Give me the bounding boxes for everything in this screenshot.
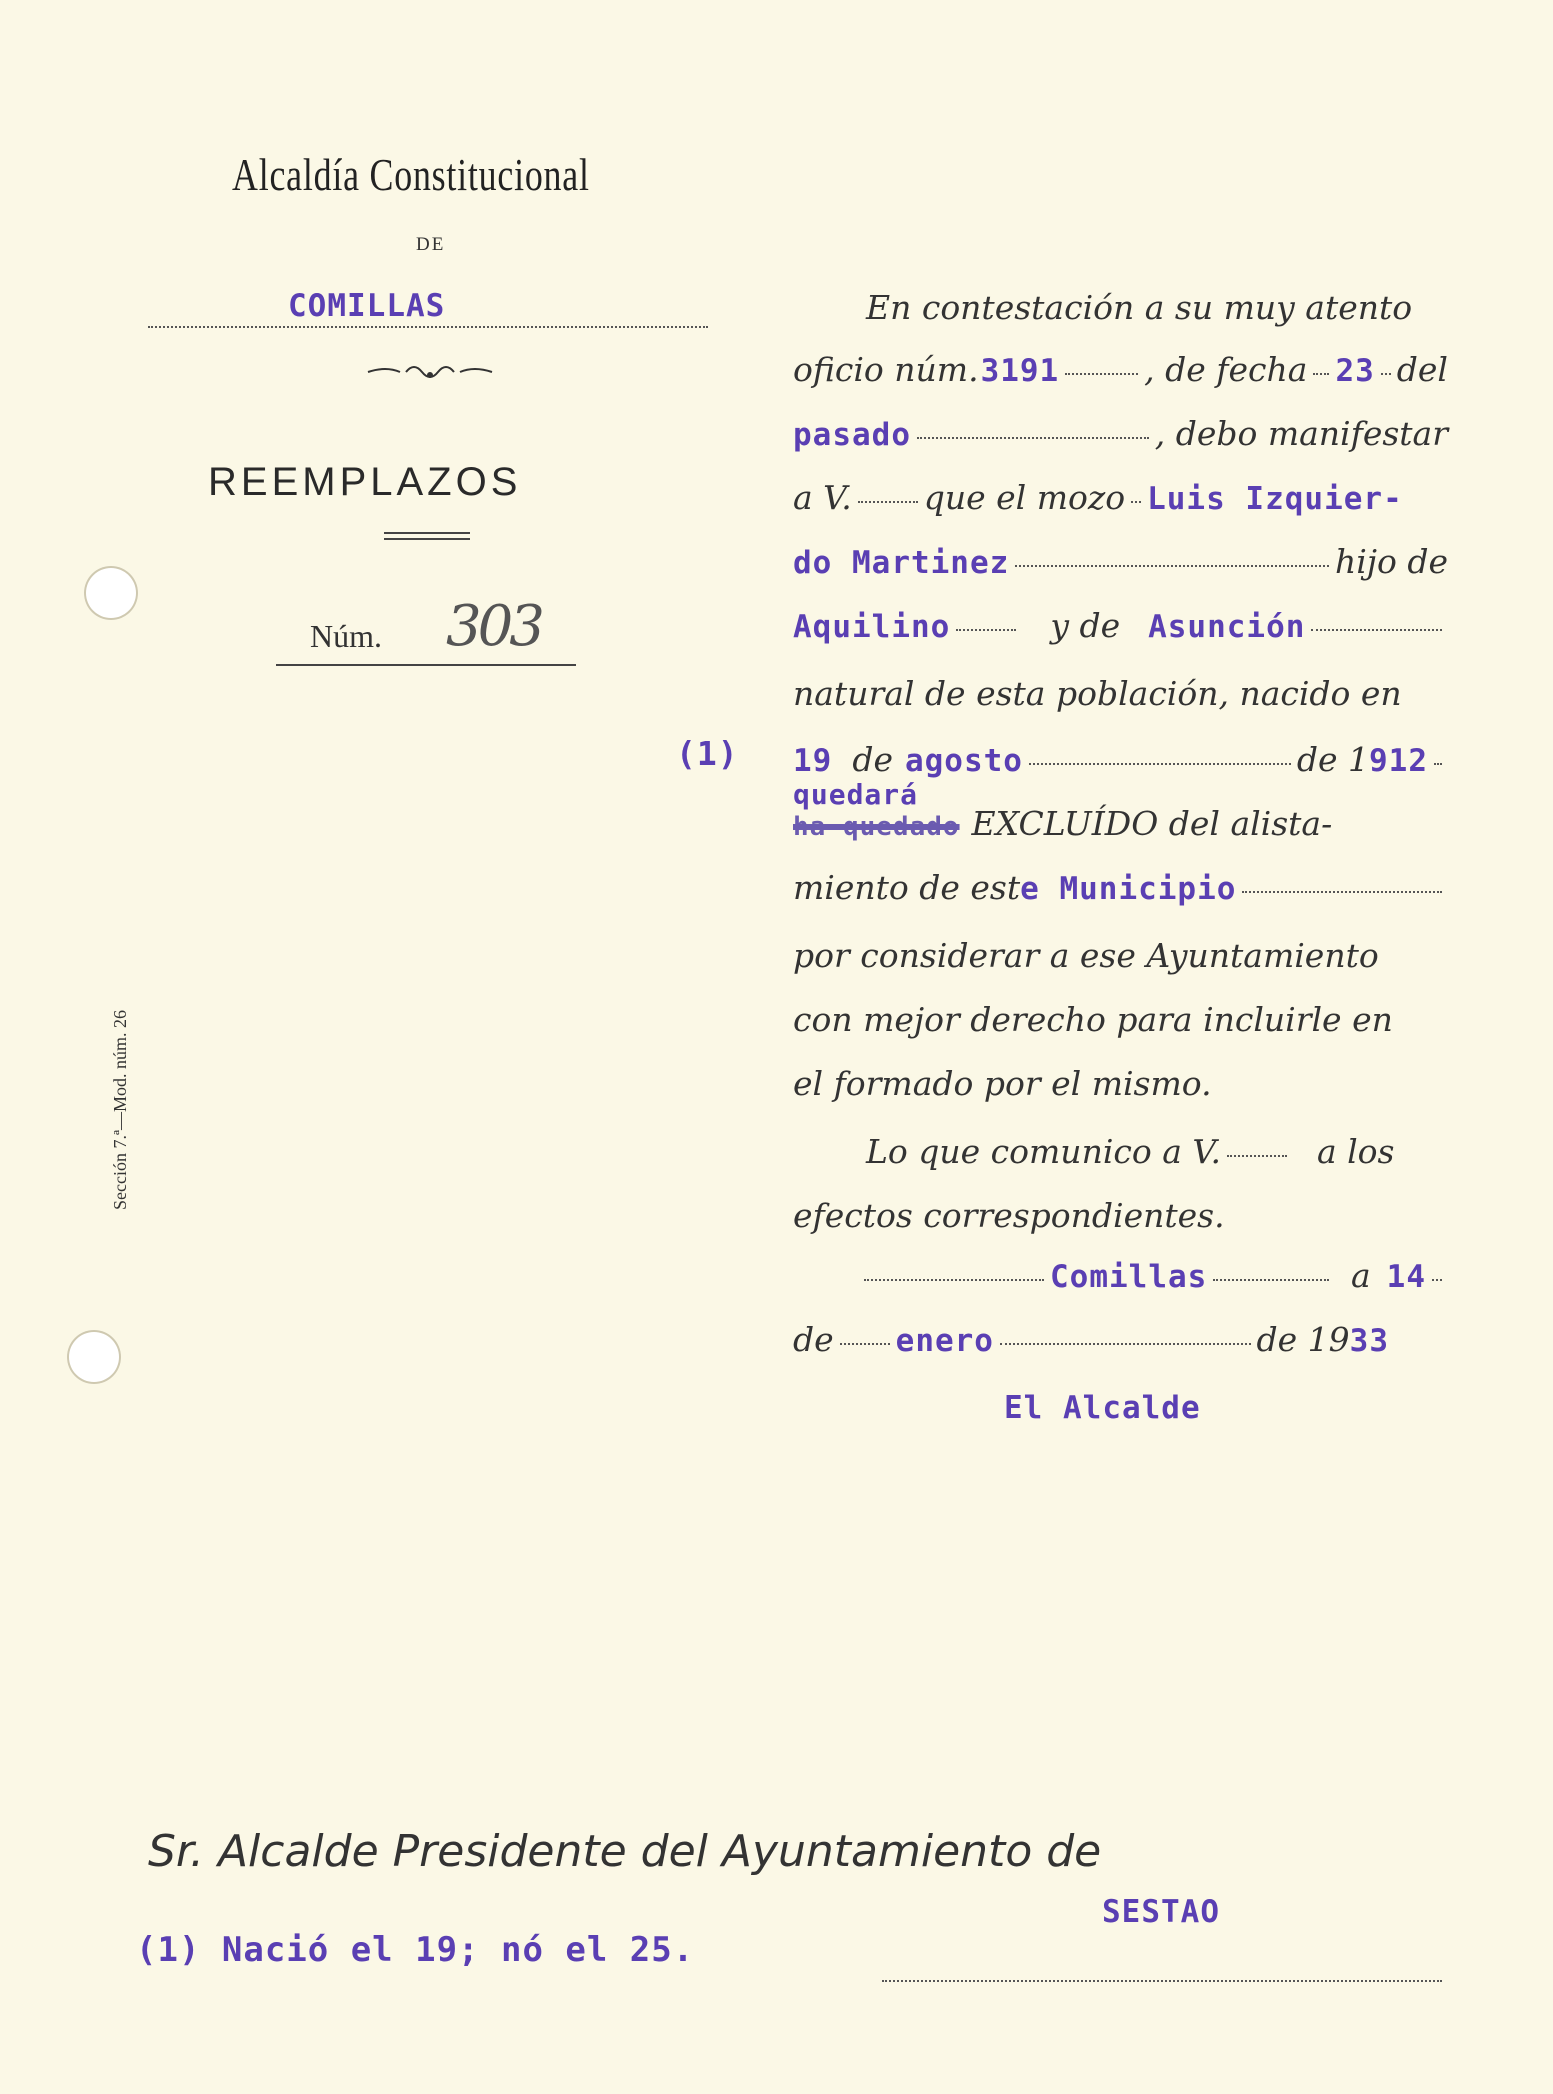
body-line-13: el formado por el mismo.	[793, 1064, 1212, 1103]
de-label: DE	[416, 234, 446, 255]
letter-day: 14	[1386, 1259, 1426, 1295]
signature-label: El Alcalde	[1004, 1390, 1201, 1426]
footnote-text: (1) Nació el 19; nó el 25.	[136, 1930, 695, 1970]
num-value: 303	[446, 594, 541, 659]
month-reference: pasado	[793, 417, 911, 453]
town-name: COMILLAS	[288, 288, 446, 324]
birth-day: 19	[793, 743, 833, 779]
body-line-14: Lo que comunico a V. a los	[866, 1132, 1395, 1171]
body-line-17: de enero de 19 33	[793, 1320, 1389, 1359]
ornament-icon	[366, 358, 494, 384]
quedara-overtype: quedará	[793, 778, 919, 811]
addressee-line: Sr. Alcalde Presidente del Ayuntamiento de	[148, 1826, 1102, 1877]
form-reference: Sección 7.ª—Mod. núm. 26	[110, 1010, 130, 1210]
body-line-16: Comillas a 14	[858, 1256, 1448, 1295]
birth-year: 912	[1369, 743, 1428, 779]
num-label: Núm.	[310, 618, 382, 654]
body-line-12: con mejor derecho para incluirle en	[793, 1000, 1393, 1039]
body-line-3: pasado , debo manifestar	[793, 414, 1448, 453]
father-name: Aquilino	[793, 609, 951, 645]
town-line	[148, 326, 708, 328]
punch-hole-bottom	[67, 1330, 121, 1384]
letter-year: 33	[1349, 1323, 1389, 1359]
birth-month: agosto	[904, 743, 1023, 779]
section-heading: REEMPLAZOS	[208, 460, 522, 504]
mother-name: Asunción	[1148, 609, 1306, 645]
footnote-mark: (1)	[676, 734, 739, 773]
addressee-town: SESTAO	[1102, 1894, 1220, 1930]
body-line-1: En contestación a su muy atento	[866, 288, 1413, 327]
oficio-date: 23	[1335, 353, 1375, 389]
body-line-11: por considerar a ese Ayuntamiento	[793, 936, 1379, 975]
place-typed: Comillas	[1050, 1259, 1208, 1295]
municipio-typed: e Municipio	[1020, 871, 1237, 907]
oficio-number: 3191	[980, 353, 1060, 389]
num-underline	[276, 664, 576, 666]
body-line-5: do Martinez hijo de	[793, 542, 1448, 581]
body-line-4: a V. que el mozo Luis Izquier-	[793, 478, 1403, 517]
letter-month: enero	[895, 1323, 994, 1359]
struck-text: ha quedado	[793, 812, 960, 842]
body-line-6: Aquilino y de Asunción	[793, 606, 1448, 645]
body-line-7: natural de esta población, nacido en	[793, 674, 1402, 713]
punch-hole-top	[84, 566, 138, 620]
body-line-8: 19 de agosto de 1 912	[793, 740, 1448, 779]
mozo-name-part1: Luis Izquier-	[1147, 481, 1403, 517]
addressee-line-dots	[882, 1980, 1442, 1982]
body-line-9: ha quedado EXCLUÍDO del alista-	[793, 804, 1333, 843]
body-line-15: efectos correspondientes.	[793, 1196, 1225, 1235]
heading-underline	[384, 532, 470, 540]
mozo-name-part2: do Martinez	[793, 545, 1010, 581]
body-line-10: miento de est e Municipio	[793, 868, 1448, 907]
body-line-2: oficio núm. 3191 , de fecha 23 del	[793, 350, 1448, 389]
office-title: Alcaldía Constitucional	[232, 149, 590, 200]
